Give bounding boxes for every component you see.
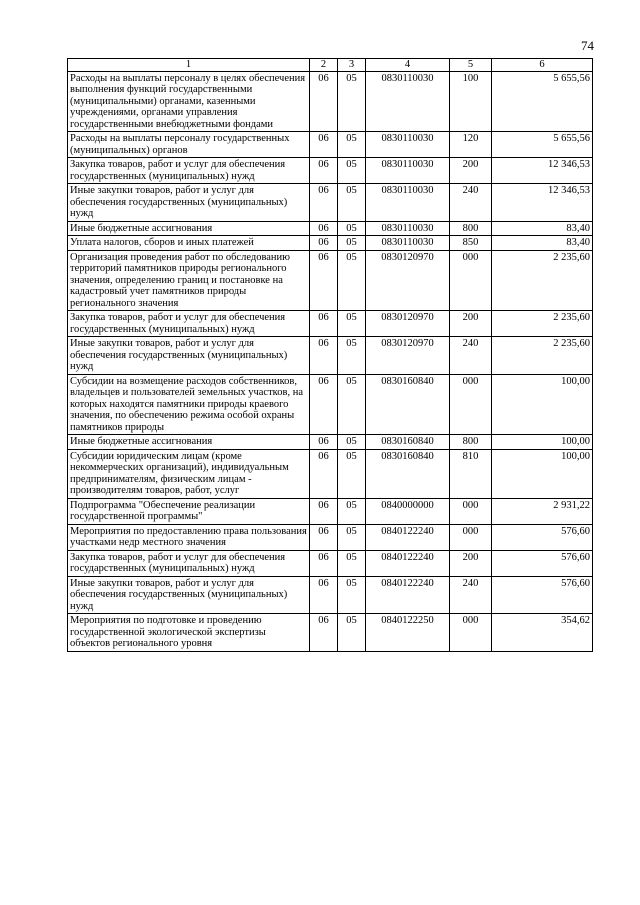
row-name-cell: Субсидии юридическим лицам (кроме некоммерческих организаций), индивидуальным предпринимателям, физическим лицам - производителям товаров, работ, услуг	[68, 449, 310, 498]
header-cell: 5	[450, 59, 492, 72]
target-article-cell: 0840122240	[366, 576, 450, 614]
subsection-code-cell: 05	[338, 550, 366, 576]
expense-type-cell: 000	[450, 498, 492, 524]
row-name-cell: Иные бюджетные ассигнования	[68, 435, 310, 450]
amount-cell: 100,00	[492, 374, 593, 435]
budget-table	[67, 58, 593, 652]
section-code-cell: 06	[310, 550, 338, 576]
table-row	[68, 311, 593, 337]
section-code-cell: 06	[310, 158, 338, 184]
header-cell: 6	[492, 59, 593, 72]
table-row	[68, 550, 593, 576]
amount-cell: 83,40	[492, 221, 593, 236]
target-article-cell: 0840000000	[366, 498, 450, 524]
section-code-cell: 06	[310, 250, 338, 311]
section-code-cell: 06	[310, 374, 338, 435]
subsection-code-cell: 05	[338, 158, 366, 184]
expense-type-cell: 800	[450, 435, 492, 450]
amount-cell: 2 931,22	[492, 498, 593, 524]
header-row	[68, 59, 593, 72]
subsection-code-cell: 05	[338, 221, 366, 236]
expense-type-cell: 810	[450, 449, 492, 498]
row-name-cell: Закупка товаров, работ и услуг для обеспечения государственных (муниципальных) нужд	[68, 550, 310, 576]
row-name-cell: Мероприятия по предоставлению права пользования участками недр местного значения	[68, 524, 310, 550]
expense-type-cell: 200	[450, 158, 492, 184]
table-row	[68, 374, 593, 435]
table-row	[68, 132, 593, 158]
amount-cell: 12 346,53	[492, 158, 593, 184]
row-name-cell: Иные закупки товаров, работ и услуг для обеспечения государственных (муниципальных) нужд	[68, 184, 310, 222]
table-row	[68, 184, 593, 222]
subsection-code-cell: 05	[338, 184, 366, 222]
target-article-cell: 0830110030	[366, 71, 450, 132]
amount-cell: 354,62	[492, 614, 593, 652]
subsection-code-cell: 05	[338, 614, 366, 652]
target-article-cell: 0830110030	[366, 221, 450, 236]
amount-cell: 576,60	[492, 524, 593, 550]
table-row	[68, 250, 593, 311]
row-name-cell: Подпрограмма "Обеспечение реализации государственной программы"	[68, 498, 310, 524]
target-article-cell: 0830110030	[366, 132, 450, 158]
subsection-code-cell: 05	[338, 524, 366, 550]
expense-type-cell: 100	[450, 71, 492, 132]
expense-type-cell: 240	[450, 576, 492, 614]
subsection-code-cell: 05	[338, 576, 366, 614]
target-article-cell: 0830120970	[366, 250, 450, 311]
row-name-cell: Расходы на выплаты персоналу государственных (муниципальных) органов	[68, 132, 310, 158]
section-code-cell: 06	[310, 132, 338, 158]
section-code-cell: 06	[310, 337, 338, 375]
subsection-code-cell: 05	[338, 311, 366, 337]
row-name-cell: Расходы на выплаты персоналу в целях обеспечения выполнения функций государственными (муниципальными) органами, казенными учреждениями, органами управления государственными внебюджетными фондами	[68, 71, 310, 132]
subsection-code-cell: 05	[338, 71, 366, 132]
target-article-cell: 0830110030	[366, 184, 450, 222]
expense-type-cell: 120	[450, 132, 492, 158]
expense-type-cell: 000	[450, 524, 492, 550]
header-cell: 3	[338, 59, 366, 72]
row-name-cell: Закупка товаров, работ и услуг для обеспечения государственных (муниципальных) нужд	[68, 311, 310, 337]
target-article-cell: 0830160840	[366, 435, 450, 450]
expense-type-cell: 200	[450, 550, 492, 576]
target-article-cell: 0840122240	[366, 524, 450, 550]
table-row	[68, 236, 593, 251]
amount-cell: 5 655,56	[492, 132, 593, 158]
subsection-code-cell: 05	[338, 132, 366, 158]
target-article-cell: 0830120970	[366, 337, 450, 375]
row-name-cell: Уплата налогов, сборов и иных платежей	[68, 236, 310, 251]
target-article-cell: 0830110030	[366, 158, 450, 184]
subsection-code-cell: 05	[338, 337, 366, 375]
expense-type-cell: 200	[450, 311, 492, 337]
subsection-code-cell: 05	[338, 498, 366, 524]
amount-cell: 2 235,60	[492, 337, 593, 375]
section-code-cell: 06	[310, 614, 338, 652]
section-code-cell: 06	[310, 449, 338, 498]
page-number: 74	[581, 38, 594, 53]
header-cell: 4	[366, 59, 450, 72]
header-cell: 2	[310, 59, 338, 72]
table-row	[68, 614, 593, 652]
expense-type-cell: 850	[450, 236, 492, 251]
target-article-cell: 0840122250	[366, 614, 450, 652]
row-name-cell: Иные закупки товаров, работ и услуг для обеспечения государственных (муниципальных) нужд	[68, 337, 310, 375]
section-code-cell: 06	[310, 524, 338, 550]
expense-type-cell: 000	[450, 614, 492, 652]
row-name-cell: Организация проведения работ по обследованию территорий памятников природы регионального значения, определению границ и постановке на кадастровый учет памятников природы регионального значения	[68, 250, 310, 311]
amount-cell: 100,00	[492, 449, 593, 498]
amount-cell: 100,00	[492, 435, 593, 450]
amount-cell: 12 346,53	[492, 184, 593, 222]
row-name-cell: Мероприятия по подготовке и проведению государственной экологической экспертизы объектов регионального уровня	[68, 614, 310, 652]
target-article-cell: 0830160840	[366, 374, 450, 435]
table-row	[68, 449, 593, 498]
header-cell: 1	[68, 59, 310, 72]
subsection-code-cell: 05	[338, 435, 366, 450]
expense-type-cell: 800	[450, 221, 492, 236]
table-row	[68, 576, 593, 614]
subsection-code-cell: 05	[338, 449, 366, 498]
target-article-cell: 0840122240	[366, 550, 450, 576]
table-row	[68, 524, 593, 550]
section-code-cell: 06	[310, 236, 338, 251]
table-row	[68, 71, 593, 132]
amount-cell: 5 655,56	[492, 71, 593, 132]
amount-cell: 576,60	[492, 576, 593, 614]
row-name-cell: Закупка товаров, работ и услуг для обеспечения государственных (муниципальных) нужд	[68, 158, 310, 184]
amount-cell: 2 235,60	[492, 311, 593, 337]
expense-type-cell: 000	[450, 374, 492, 435]
expense-type-cell: 240	[450, 184, 492, 222]
table-row	[68, 435, 593, 450]
section-code-cell: 06	[310, 435, 338, 450]
target-article-cell: 0830160840	[366, 449, 450, 498]
target-article-cell: 0830110030	[366, 236, 450, 251]
table-row	[68, 221, 593, 236]
section-code-cell: 06	[310, 576, 338, 614]
target-article-cell: 0830120970	[366, 311, 450, 337]
table-row	[68, 337, 593, 375]
amount-cell: 2 235,60	[492, 250, 593, 311]
expense-type-cell: 240	[450, 337, 492, 375]
row-name-cell: Иные бюджетные ассигнования	[68, 221, 310, 236]
table-row	[68, 498, 593, 524]
row-name-cell: Субсидии на возмещение расходов собственников, владельцев и пользователей земельных участков, на которых находятся памятники природы краевого значения, по обеспечению режима особой охраны памятников природы	[68, 374, 310, 435]
subsection-code-cell: 05	[338, 250, 366, 311]
subsection-code-cell: 05	[338, 236, 366, 251]
subsection-code-cell: 05	[338, 374, 366, 435]
section-code-cell: 06	[310, 221, 338, 236]
amount-cell: 83,40	[492, 236, 593, 251]
section-code-cell: 06	[310, 71, 338, 132]
section-code-cell: 06	[310, 498, 338, 524]
row-name-cell: Иные закупки товаров, работ и услуг для обеспечения государственных (муниципальных) нужд	[68, 576, 310, 614]
amount-cell: 576,60	[492, 550, 593, 576]
expense-type-cell: 000	[450, 250, 492, 311]
section-code-cell: 06	[310, 311, 338, 337]
section-code-cell: 06	[310, 184, 338, 222]
table-row	[68, 158, 593, 184]
